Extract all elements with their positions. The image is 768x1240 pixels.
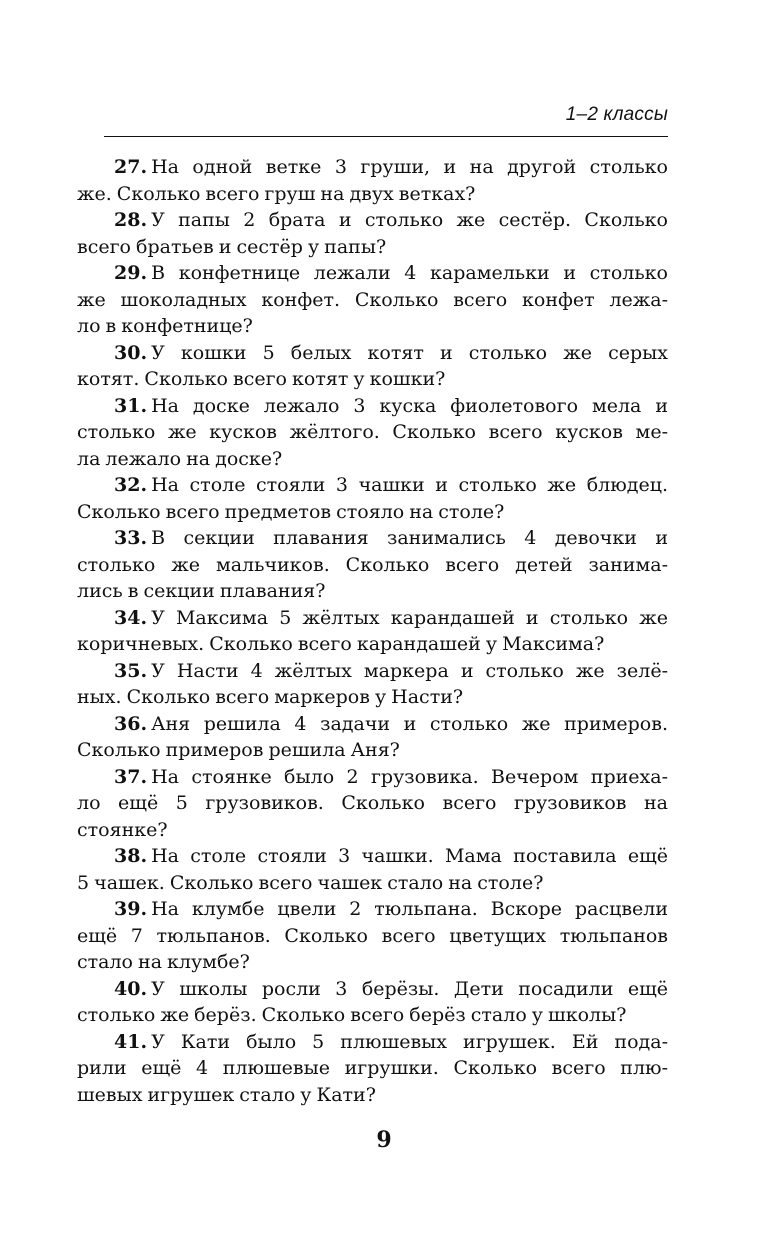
problem-text-line [77, 1082, 668, 1109]
problem-text-line [77, 896, 668, 923]
problem-number: 33. [114, 527, 148, 549]
problem-text-line [77, 790, 668, 817]
problem-text: коричневых. Сколько всего карандашей у Максима? [77, 633, 605, 655]
problem-text: У школы росли 3 берёзы. Дети посадили ещё [151, 977, 668, 1000]
problem-text: Аня решила 4 задачи и столько же примеров. [151, 712, 668, 735]
problem-text: У Насти 4 жёлтых маркера и столько же зелё- [151, 659, 668, 682]
problem-text-line [77, 525, 668, 552]
problem-text: ещё 7 тюльпанов. Сколько всего цветущих тюльпанов [77, 924, 668, 947]
problem-text-line [77, 737, 668, 764]
problem-number: 40. [114, 977, 148, 1000]
problem-number: 30. [114, 341, 148, 364]
problem-text: На клумбе цвели 2 тюльпана. Вскоре расцвели [151, 898, 668, 920]
problem-text: На столе стояли 3 чашки. Мама поставила ещё [151, 845, 668, 867]
problem-text: В секции плавания занимались 4 девочки и [151, 527, 668, 549]
problem-number: 27. [114, 156, 148, 178]
problem-text-line [77, 658, 668, 685]
problem-text: На доске лежало 3 куска фиолетового мела и [151, 394, 668, 417]
problem-text-line [77, 419, 668, 446]
problem-text: шевых игрушек стало у Кати? [77, 1083, 376, 1106]
problem-text-line [77, 393, 668, 420]
problem-text: В конфетнице лежали 4 карамельки и столько [151, 262, 668, 284]
problem-text-line [77, 711, 668, 738]
problem-text: рили ещё 4 плюшевые игрушки. Сколько всего плю- [77, 1057, 668, 1079]
problem-text-line [77, 446, 668, 473]
problem-item [77, 260, 668, 340]
problem-text-line [77, 870, 668, 897]
problem-number: 35. [114, 659, 148, 682]
problem-number: 36. [114, 712, 148, 735]
problem-text-line [77, 817, 668, 844]
problem-text: столько же кусков жёлтого. Сколько всего кусков ме- [77, 421, 668, 443]
problem-text-line [77, 605, 668, 632]
problem-text: столько же берёз. Сколько всего берёз стало у школы? [77, 1004, 627, 1026]
problem-text-line [77, 313, 668, 340]
problem-text: 5 чашек. Сколько всего чашек стало на столе? [77, 871, 544, 894]
problem-number: 39. [114, 898, 148, 920]
problem-item [77, 658, 668, 711]
problem-text-line [77, 207, 668, 234]
problem-text-line [77, 631, 668, 658]
problem-text-line [77, 684, 668, 711]
problem-text-line [77, 764, 668, 791]
problem-text-line [77, 949, 668, 976]
problem-text: На стоянке было 2 грузовика. Вечером приеха- [151, 765, 668, 788]
page-header [104, 100, 668, 137]
problem-text: Сколько всего предметов стояло на столе? [77, 500, 505, 523]
problem-text-line [77, 923, 668, 950]
problem-text-line [77, 260, 668, 287]
problem-text-line [77, 578, 668, 605]
problem-item [77, 1029, 668, 1109]
problem-text-line [77, 472, 668, 499]
problem-text: У папы 2 брата и столько же сестёр. Сколько [151, 209, 668, 231]
problem-text: всего братьев и сестёр у папы? [77, 235, 387, 258]
problem-text: У Кати было 5 плюшевых игрушек. Ей пода- [151, 1030, 668, 1053]
problem-item [77, 472, 668, 525]
problem-text: же шоколадных конфет. Сколько всего конфет лежа- [77, 288, 668, 311]
problem-text: же. Сколько всего груш на двух ветках? [77, 182, 476, 205]
problem-number: 29. [114, 262, 148, 284]
problem-item [77, 976, 668, 1029]
problem-number: 32. [114, 474, 148, 496]
problem-item [77, 764, 668, 844]
problem-item [77, 154, 668, 207]
problem-item [77, 340, 668, 393]
problem-text: ло ещё 5 грузовиков. Сколько всего грузовиков на [77, 792, 668, 814]
problem-item [77, 207, 668, 260]
problem-text-line [77, 1002, 668, 1029]
problem-text: ло в конфетнице? [77, 315, 253, 337]
problem-text: котят. Сколько всего котят у кошки? [77, 368, 446, 390]
grade-label: 1–2 классы [565, 104, 668, 125]
problem-text: У Максима 5 жёлтых карандашей и столько же [151, 606, 668, 629]
problem-number: 31. [114, 394, 148, 417]
problem-text-line [77, 340, 668, 367]
problem-text: Сколько примеров решила Аня? [77, 739, 400, 761]
problem-text: На столе стояли 3 чашки и столько же блюдец. [151, 474, 668, 496]
problem-text: У кошки 5 белых котят и столько же серых [151, 341, 668, 364]
problem-text-line [77, 976, 668, 1003]
problem-item [77, 711, 668, 764]
problem-number: 28. [114, 209, 148, 231]
problem-item [77, 896, 668, 976]
problem-text: На одной ветке 3 груши, и на другой столько [151, 156, 668, 178]
problem-item [77, 525, 668, 605]
problem-text: стоянке? [77, 818, 168, 841]
problem-text-line [77, 1055, 668, 1082]
problem-text: ных. Сколько всего маркеров у Насти? [77, 686, 464, 708]
problem-text-line [77, 234, 668, 261]
problem-text-line [77, 154, 668, 181]
problem-text-line [77, 552, 668, 579]
problem-text-line [77, 1029, 668, 1056]
problem-text: ла лежало на доске? [77, 447, 283, 470]
problem-number: 38. [114, 845, 148, 867]
problem-list [77, 154, 668, 1108]
problem-text: лись в секции плавания? [77, 580, 326, 602]
problem-text-line [77, 181, 668, 208]
page-number: 9 [376, 1127, 392, 1153]
problem-number: 37. [114, 765, 148, 788]
problem-number: 41. [114, 1030, 148, 1053]
problem-text: стало на клумбе? [77, 951, 250, 973]
problem-text-line [77, 499, 668, 526]
problem-number: 34. [114, 606, 148, 629]
problem-item [77, 393, 668, 473]
problem-text-line [77, 287, 668, 314]
problem-item [77, 605, 668, 658]
problem-item [77, 843, 668, 896]
problem-text-line [77, 366, 668, 393]
problem-text-line [77, 843, 668, 870]
problem-text: столько же мальчиков. Сколько всего детей занима- [77, 553, 668, 576]
